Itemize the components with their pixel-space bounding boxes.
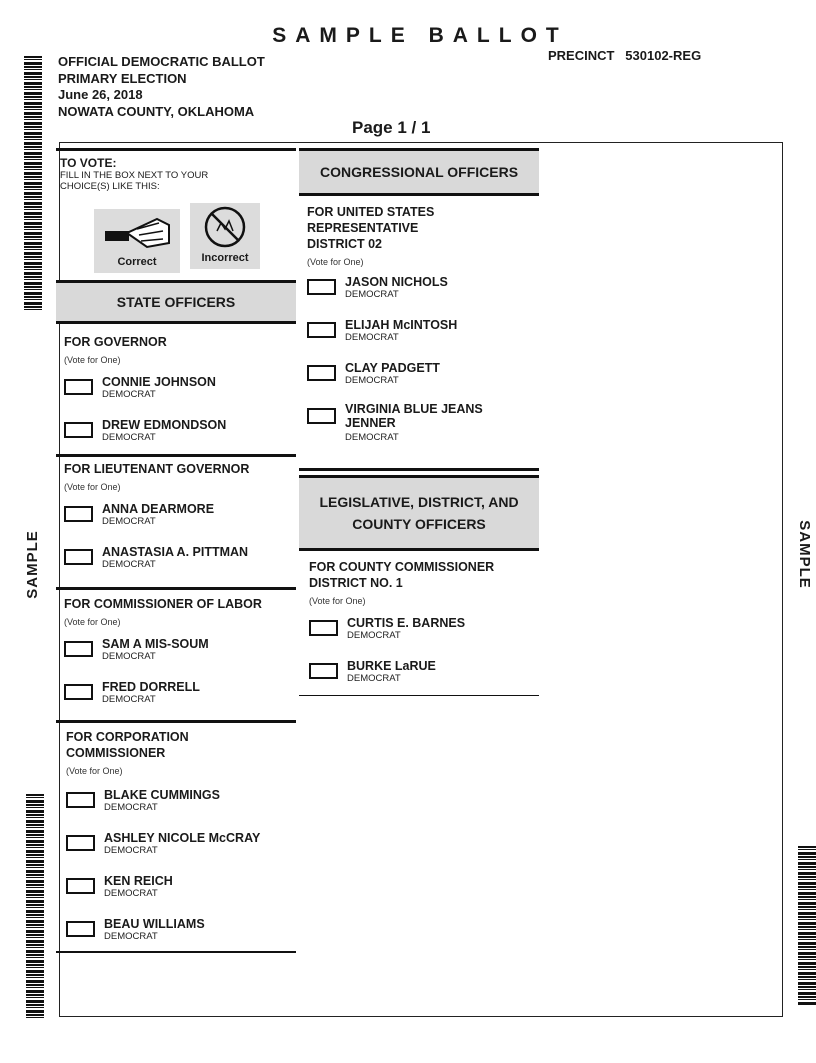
incorrect-label: Incorrect	[201, 252, 249, 264]
header-line: OFFICIAL DEMOCRATIC BALLOT	[58, 54, 265, 69]
vote-box[interactable]	[307, 322, 336, 338]
candidate-name: ANASTASIA A. PITTMAN	[102, 545, 249, 559]
candidate-option[interactable]	[64, 637, 290, 680]
instructions-text: FILL IN THE BOX NEXT TO YOUR CHOICE(S) LIKE THIS:	[60, 170, 209, 192]
candidate-party: DEMOCRAT	[345, 375, 399, 386]
vote-box[interactable]	[307, 279, 336, 295]
candidate-party: DEMOCRAT	[104, 845, 158, 856]
left-column	[56, 148, 296, 953]
vote-box[interactable]	[309, 620, 338, 636]
header-line: PRIMARY ELECTION	[58, 70, 187, 86]
candidate-name: BEAU WILLIAMS	[104, 917, 205, 931]
candidate-party: DEMOCRAT	[345, 332, 399, 343]
candidate-party: DEMOCRAT	[345, 432, 399, 443]
ballot-header	[58, 54, 265, 120]
candidate-option[interactable]	[307, 275, 533, 318]
precinct	[548, 48, 701, 63]
candidate-option[interactable]	[307, 361, 533, 404]
candidate-option[interactable]	[64, 680, 290, 723]
sample-side-label-right: SAMPLE	[795, 520, 813, 589]
candidate-name: ASHLEY NICOLE McCRAY	[104, 831, 261, 845]
race-title: FOR COMMISSIONER OF LABOR	[64, 597, 262, 611]
sample-side-label-left: SAMPLE	[23, 530, 41, 599]
vote-box[interactable]	[309, 663, 338, 679]
right-column	[299, 148, 539, 696]
race-title: FOR LIEUTENANT GOVERNOR	[64, 462, 250, 476]
vote-box[interactable]	[64, 549, 93, 565]
candidate-party: DEMOCRAT	[347, 673, 401, 684]
vote-box[interactable]	[66, 792, 95, 808]
candidate-option[interactable]	[309, 616, 533, 659]
vote-box[interactable]	[66, 878, 95, 894]
precinct-label: PRECINCT	[548, 48, 615, 63]
candidate-party: DEMOCRAT	[102, 694, 156, 705]
instructions-title: TO VOTE:	[60, 156, 117, 170]
race-title: FOR GOVERNOR	[64, 335, 167, 349]
candidate-option[interactable]	[307, 318, 533, 361]
candidate-party: DEMOCRAT	[104, 888, 158, 899]
candidate-name: CURTIS E. BARNES	[347, 616, 466, 630]
vote-box[interactable]	[64, 641, 93, 657]
race-title: FOR CORPORATION COMMISSIONER	[66, 730, 189, 760]
race-us-representative	[299, 196, 539, 471]
vote-for-instruction: (Vote for One)	[64, 482, 121, 492]
vote-for-instruction: (Vote for One)	[64, 617, 121, 627]
section-title: LEGISLATIVE, DISTRICT, AND COUNTY OFFICERS	[319, 494, 519, 532]
barcode-bottom-right	[798, 846, 816, 1006]
vote-for-instruction: (Vote for One)	[64, 355, 121, 365]
candidate-option[interactable]	[66, 917, 290, 960]
pen-filling-box-icon	[97, 213, 177, 253]
barcode-bottom-left	[26, 794, 44, 1020]
vote-box[interactable]	[66, 835, 95, 851]
candidate-option[interactable]	[66, 831, 290, 874]
candidate-name: FRED DORRELL	[102, 680, 200, 694]
race-commissioner-of-labor	[56, 590, 296, 723]
candidate-name: CLAY PADGETT	[345, 361, 440, 375]
candidate-name: BLAKE CUMMINGS	[104, 788, 220, 802]
no-x-mark-icon	[201, 205, 249, 249]
race-corporation-commissioner	[56, 723, 296, 953]
vote-box[interactable]	[64, 506, 93, 522]
vote-box[interactable]	[64, 684, 93, 700]
vote-box[interactable]	[307, 408, 336, 424]
race-governor	[56, 324, 296, 457]
candidate-party: DEMOCRAT	[104, 802, 158, 813]
candidate-option[interactable]	[66, 788, 290, 831]
vote-for-instruction: (Vote for One)	[66, 766, 123, 776]
barcode-top-left	[24, 56, 42, 312]
section-header-legislative-district-county	[299, 475, 539, 551]
precinct-code: 530102-REG	[625, 48, 702, 63]
vote-for-instruction: (Vote for One)	[307, 257, 364, 267]
candidate-party: DEMOCRAT	[347, 630, 401, 641]
correct-example	[94, 209, 180, 273]
candidate-party: DEMOCRAT	[102, 432, 156, 443]
candidate-name: JASON NICHOLS	[345, 275, 448, 289]
vote-box[interactable]	[64, 422, 93, 438]
candidate-name: ELIJAH McINTOSH	[345, 318, 458, 332]
candidate-party: DEMOCRAT	[102, 559, 156, 570]
race-title: FOR COUNTY COMMISSIONER DISTRICT NO. 1	[309, 560, 495, 590]
section-header-congressional-officers	[299, 148, 539, 196]
candidate-party: DEMOCRAT	[104, 931, 158, 942]
header-line: June 26, 2018	[58, 87, 143, 102]
candidate-option[interactable]	[64, 545, 290, 588]
candidate-party: DEMOCRAT	[345, 289, 399, 300]
candidate-option[interactable]	[66, 874, 290, 917]
race-lieutenant-governor	[56, 457, 296, 590]
candidate-name: BURKE LaRUE	[347, 659, 436, 673]
page-number: Page 1 / 1	[352, 118, 431, 137]
candidate-name: SAM A MIS-SOUM	[102, 637, 209, 651]
candidate-option[interactable]	[64, 375, 290, 418]
ballot-title: SAMPLE BALLOT	[272, 24, 568, 47]
section-title: STATE OFFICERS	[116, 294, 236, 310]
race-title: FOR UNITED STATES REPRESENTATIVE DISTRICT 02	[307, 205, 435, 251]
incorrect-example	[190, 203, 260, 269]
correct-label: Correct	[117, 256, 157, 268]
vote-box[interactable]	[66, 921, 95, 937]
candidate-name: ANNA DEARMORE	[102, 502, 215, 516]
vote-box[interactable]	[307, 365, 336, 381]
candidate-party: DEMOCRAT	[102, 516, 156, 527]
race-county-commissioner	[299, 551, 539, 696]
candidate-option[interactable]	[307, 404, 533, 452]
candidate-option[interactable]	[64, 418, 290, 461]
vote-for-instruction: (Vote for One)	[309, 596, 366, 606]
section-header-state-officers	[56, 280, 296, 324]
candidate-name: DREW EDMONDSON	[102, 418, 227, 432]
candidate-option[interactable]	[309, 659, 533, 702]
candidate-name: CONNIE JOHNSON	[102, 375, 216, 389]
instructions	[56, 151, 296, 280]
header-line: NOWATA COUNTY, OKLAHOMA	[58, 103, 255, 119]
section-title: CONGRESSIONAL OFFICERS	[319, 164, 519, 180]
candidate-name: KEN REICH	[104, 874, 173, 888]
candidate-party: DEMOCRAT	[102, 651, 156, 662]
vote-box[interactable]	[64, 379, 93, 395]
candidate-party: DEMOCRAT	[102, 389, 156, 400]
candidate-option[interactable]	[64, 502, 290, 545]
candidate-name: VIRGINIA BLUE JEANS JENNER	[345, 402, 483, 430]
